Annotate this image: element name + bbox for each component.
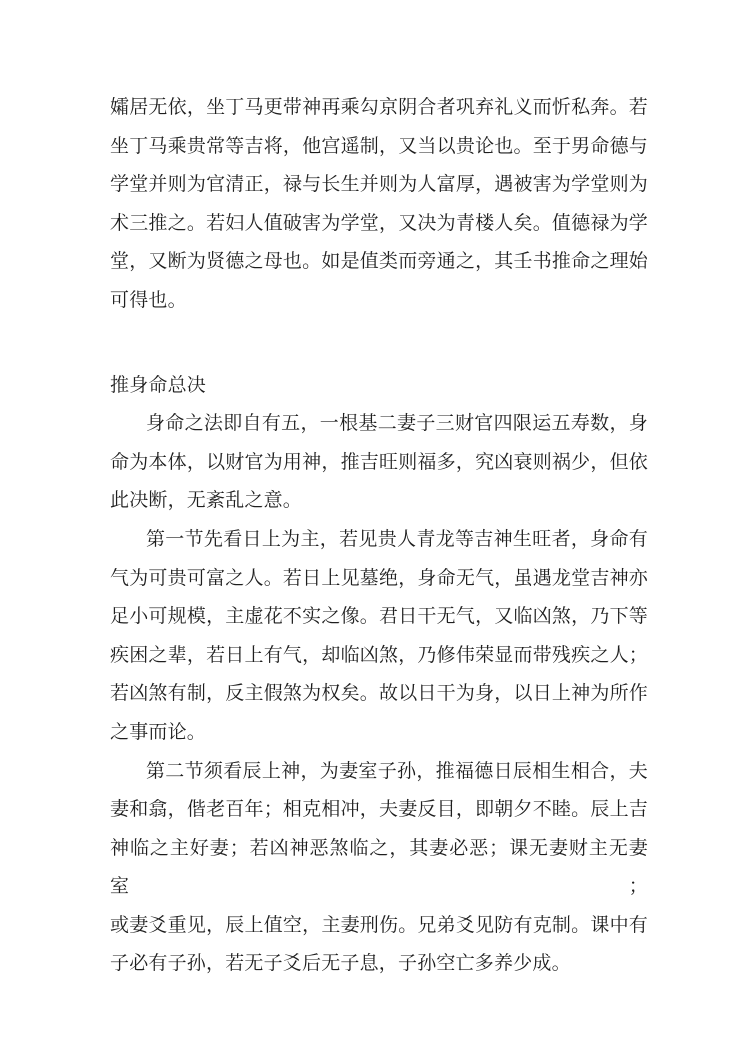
text-line: 第一节先看日上为主，若见贵人青龙等吉神生旺者，身命有 — [146, 528, 648, 550]
paragraph — [110, 405, 648, 521]
text-line: 坐丁马乘贵常等吉将，他宫遥制，又当以贵论也。至于男命德与 — [110, 135, 648, 157]
text-line: 之事而论。 — [110, 721, 207, 743]
text-line: 妻和翕，偕老百年；相克相冲，夫妻反目，即朝夕不睦。辰上吉 — [110, 799, 648, 821]
paragraph — [110, 89, 648, 321]
text-line: 子必有子孙，若无子爻后无子息，子孙空亡多养少成。 — [110, 953, 571, 975]
text-line: 术三推之。若妇人值破害为学堂，又决为青楼人矣。值德禄为学 — [110, 212, 648, 234]
text-line: 命为本体，以财官为用神，推吉旺则福多，究凶衰则祸少，但依 — [110, 451, 648, 473]
text-line: 或妻爻重见，辰上值空，主妻刑伤。兄弟爻见防有克制。课中有 — [110, 914, 648, 936]
text-line: 学堂并则为官清正，禄与长生并则为人富厚，遇被害为学堂则为 — [110, 174, 648, 196]
text-block — [110, 89, 648, 984]
paragraph — [110, 753, 648, 985]
text-line: 神临之主好妻；若凶神恶煞临之，其妻必恶；课无妻财主无妻室； — [110, 837, 648, 898]
text-line: 气为可贵可富之人。若日上见墓绝，身命无气，虽遇龙堂吉神亦 — [110, 567, 648, 589]
text-line: 孀居无依，坐丁马更带神再乘勾京阴合者巩弃礼义而忻私奔。若 — [110, 97, 648, 118]
text-line: 疾困之辈，若日上有气，却临凶煞，乃修伟荣显而带残疾之人； — [110, 644, 648, 666]
text-line: 此决断，无紊乱之意。 — [110, 490, 303, 512]
text-line: 若凶煞有制，反主假煞为权矣。故以日干为身，以日上神为所作 — [110, 683, 648, 705]
section-heading: 推身命总决 — [110, 374, 207, 396]
text-line: 身命之法即自有五，一根基二妻子三财官四限运五寿数，身 — [146, 413, 648, 435]
text-line: 足小可规模，主虚花不实之像。君日干无气，又临凶煞，乃下等 — [110, 606, 648, 628]
text-line: 第二节须看辰上神，为妻室子孙，推福德日辰相生相合，夫 — [146, 760, 648, 782]
text-line: 堂，又断为贤德之母也。如是值类而旁通之，其壬书推命之理始 — [110, 251, 648, 273]
paragraph — [110, 521, 648, 753]
text-line: 可得也。 — [110, 289, 187, 311]
